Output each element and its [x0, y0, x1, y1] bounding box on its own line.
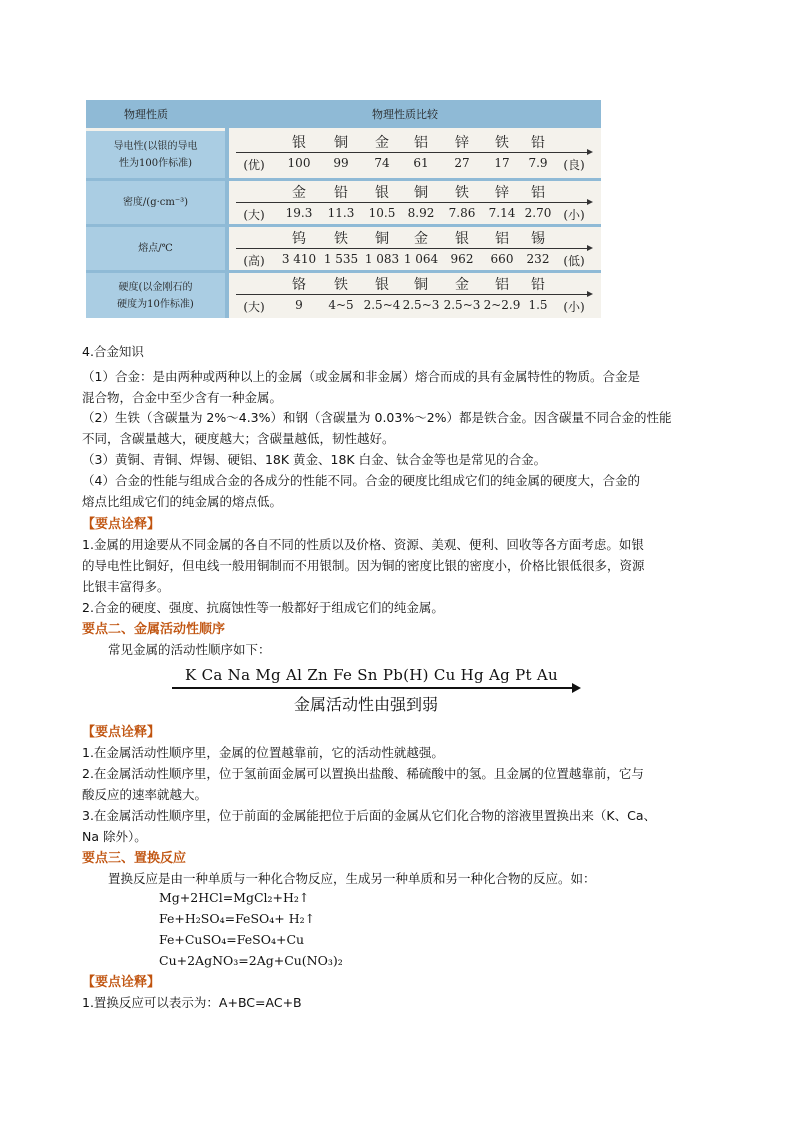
value-label: 99 [333, 156, 349, 170]
note-line: 1.金属的用途要从不同金属的各自不同的性质以及价格、资源、美观、便利、回收等各方面考虑。如银 [82, 537, 644, 552]
equation: Fe+H₂SO₄=FeSO₄+ H₂↑ [159, 911, 316, 926]
equation: Cu+2AgNO₃=2Ag+Cu(NO₃)₂ [159, 953, 343, 968]
note-line: Na 除外）。 [82, 829, 147, 844]
value-label: 1.5 [528, 298, 548, 312]
scale-right-label: (低) [563, 254, 585, 268]
activity-series-arrow [172, 687, 577, 689]
value-label: 9 [295, 298, 303, 312]
alloy-line: 混合物，合金中至少含有一种金属。 [82, 390, 283, 405]
note-heading: 【要点诠释】 [82, 517, 161, 532]
order-arrow [236, 152, 591, 153]
value-label: 1 083 [364, 252, 400, 266]
metal-label: 金 [292, 185, 306, 201]
scale-left-label: (大) [243, 208, 265, 222]
metal-label: 钨 [292, 231, 306, 247]
scale-left-label: (大) [243, 300, 265, 314]
value-label: 962 [450, 252, 474, 266]
metal-label: 铜 [375, 231, 389, 247]
metal-label: 银 [292, 135, 306, 151]
note-line: 2.合金的硬度、强度、抗腐蚀性等一般都好于组成它们的纯金属。 [82, 600, 444, 615]
alloy-line: 熔点比组成它们的纯金属的熔点低。 [82, 494, 283, 509]
order-arrow [236, 202, 591, 203]
section-title-activity-series: 要点二、金属活动性顺序 [82, 622, 226, 637]
equation: Mg+2HCl=MgCl₂+H₂↑ [159, 890, 310, 905]
value-label: 4~5 [328, 298, 354, 312]
value-label: 61 [413, 156, 429, 170]
note-heading: 【要点诠释】 [82, 725, 161, 740]
metal-label: 银 [375, 185, 389, 201]
value-label: 660 [490, 252, 514, 266]
table-header-right: 物理性质比较 [372, 108, 438, 121]
metal-label: 铁 [334, 277, 348, 293]
note-heading: 【要点诠释】 [82, 975, 161, 990]
activity-series-caption: 金属活动性由强到弱 [294, 695, 439, 714]
scale-right-label: (小) [563, 208, 585, 222]
equation: Fe+CuSO₄=FeSO₄+Cu [159, 932, 305, 947]
value-label: 2.70 [524, 206, 552, 220]
alloy-line: 不同，含碳量越大，硬度越大；含碳量越低，韧性越好。 [82, 431, 395, 446]
table-header-left: 物理性质 [124, 108, 168, 121]
metal-label: 金 [414, 231, 428, 247]
metal-label: 铝 [531, 185, 545, 201]
scale-left-label: (优) [243, 158, 265, 172]
value-label: 100 [287, 156, 311, 170]
alloy-line: （4）合金的性能与组成合金的各成分的性能不同。合金的硬度比组成它们的纯金属的硬度大，合金的 [82, 473, 640, 488]
value-label: 2~2.9 [483, 298, 521, 312]
value-label: 2.5~3 [443, 298, 481, 312]
metal-label: 锡 [531, 231, 545, 247]
section-title-displacement: 要点三、置换反应 [82, 851, 187, 866]
value-label: 17 [494, 156, 510, 170]
note-line: 1.置换反应可以表示为：A+BC=AC+B [82, 995, 302, 1010]
order-arrow [236, 248, 591, 249]
value-label: 2.5~4 [363, 298, 401, 312]
metal-label: 铝 [495, 277, 509, 293]
metal-label: 铜 [334, 135, 348, 151]
alloy-line: （2）生铁（含碳量为 2%～4.3%）和钢（含碳量为 0.03%～2%）都是铁合金。因含碳量不同合金的性能 [82, 410, 672, 425]
value-label: 27 [454, 156, 470, 170]
metal-label: 铜 [414, 185, 428, 201]
value-label: 7.9 [528, 156, 548, 170]
metal-label: 铝 [414, 135, 428, 151]
metal-label: 铬 [292, 277, 306, 293]
metal-label: 铁 [495, 135, 509, 151]
row-label-conductivity: 导电性(以银的导电 性为100作标准) [86, 131, 225, 178]
note-line: 酸反应的速率就越大。 [82, 787, 208, 802]
alloy-title: 4.合金知识 [82, 344, 144, 359]
note-line: 1.在金属活动性顺序里，金属的位置越靠前，它的活动性就越强。 [82, 745, 444, 760]
row-label-melting-point: 熔点/℃ [86, 227, 225, 270]
row-label-density: 密度/(g·cm⁻³) [86, 181, 225, 224]
metal-label: 金 [375, 135, 389, 151]
value-label: 232 [526, 252, 550, 266]
section-intro: 常见金属的活动性顺序如下： [108, 642, 271, 657]
column-divider [225, 100, 229, 318]
metal-label: 金 [455, 277, 469, 293]
scale-left-label: (高) [243, 254, 265, 268]
physical-properties-table [86, 100, 601, 318]
note-line: 比银丰富得多。 [82, 579, 170, 594]
value-label: 2.5~3 [402, 298, 440, 312]
metal-label: 锌 [495, 185, 509, 201]
value-label: 10.5 [368, 206, 396, 220]
scale-right-label: (良) [563, 158, 585, 172]
order-arrow [236, 294, 591, 295]
activity-series-sequence: K Ca Na Mg Al Zn Fe Sn Pb(H) Cu Hg Ag Pt Au [185, 666, 559, 684]
value-label: 8.92 [407, 206, 435, 220]
note-line: 2.在金属活动性顺序里，位于氢前面金属可以置换出盐酸、稀硫酸中的氢。且金属的位置越靠前，它与 [82, 766, 644, 781]
metal-label: 银 [455, 231, 469, 247]
scale-right-label: (小) [563, 300, 585, 314]
value-label: 74 [374, 156, 390, 170]
value-label: 3 410 [281, 252, 317, 266]
metal-label: 锌 [455, 135, 469, 151]
value-label: 11.3 [327, 206, 355, 220]
metal-label: 铁 [455, 185, 469, 201]
value-label: 7.14 [488, 206, 516, 220]
metal-label: 铜 [414, 277, 428, 293]
alloy-line: （1）合金：是由两种或两种以上的金属（或金属和非金属）熔合而成的具有金属特性的物质。合金是 [82, 369, 640, 384]
value-label: 1 535 [323, 252, 359, 266]
metal-label: 铁 [334, 231, 348, 247]
metal-label: 铅 [531, 135, 545, 151]
metal-label: 铝 [495, 231, 509, 247]
metal-label: 银 [375, 277, 389, 293]
value-label: 19.3 [285, 206, 313, 220]
value-label: 7.86 [448, 206, 476, 220]
value-label: 1 064 [403, 252, 439, 266]
row-label-hardness: 硬度(以金刚石的 硬度为10作标准) [86, 273, 225, 318]
metal-label: 铅 [531, 277, 545, 293]
alloy-line: （3）黄铜、青铜、焊锡、硬铝、18K 黄金、18K 白金、钛合金等也是常见的合金。 [82, 452, 547, 467]
section-intro: 置换反应是由一种单质与一种化合物反应，生成另一种单质和另一种化合物的反应。如： [108, 871, 596, 886]
note-line: 的导电性比铜好，但电线一般用铜制而不用银制。因为铜的密度比银的密度小，价格比银低很多，资源 [82, 558, 645, 573]
metal-label: 铅 [334, 185, 348, 201]
note-line: 3.在金属活动性顺序里，位于前面的金属能把位于后面的金属从它们化合物的溶液里置换出来（K、Ca、 [82, 808, 657, 823]
